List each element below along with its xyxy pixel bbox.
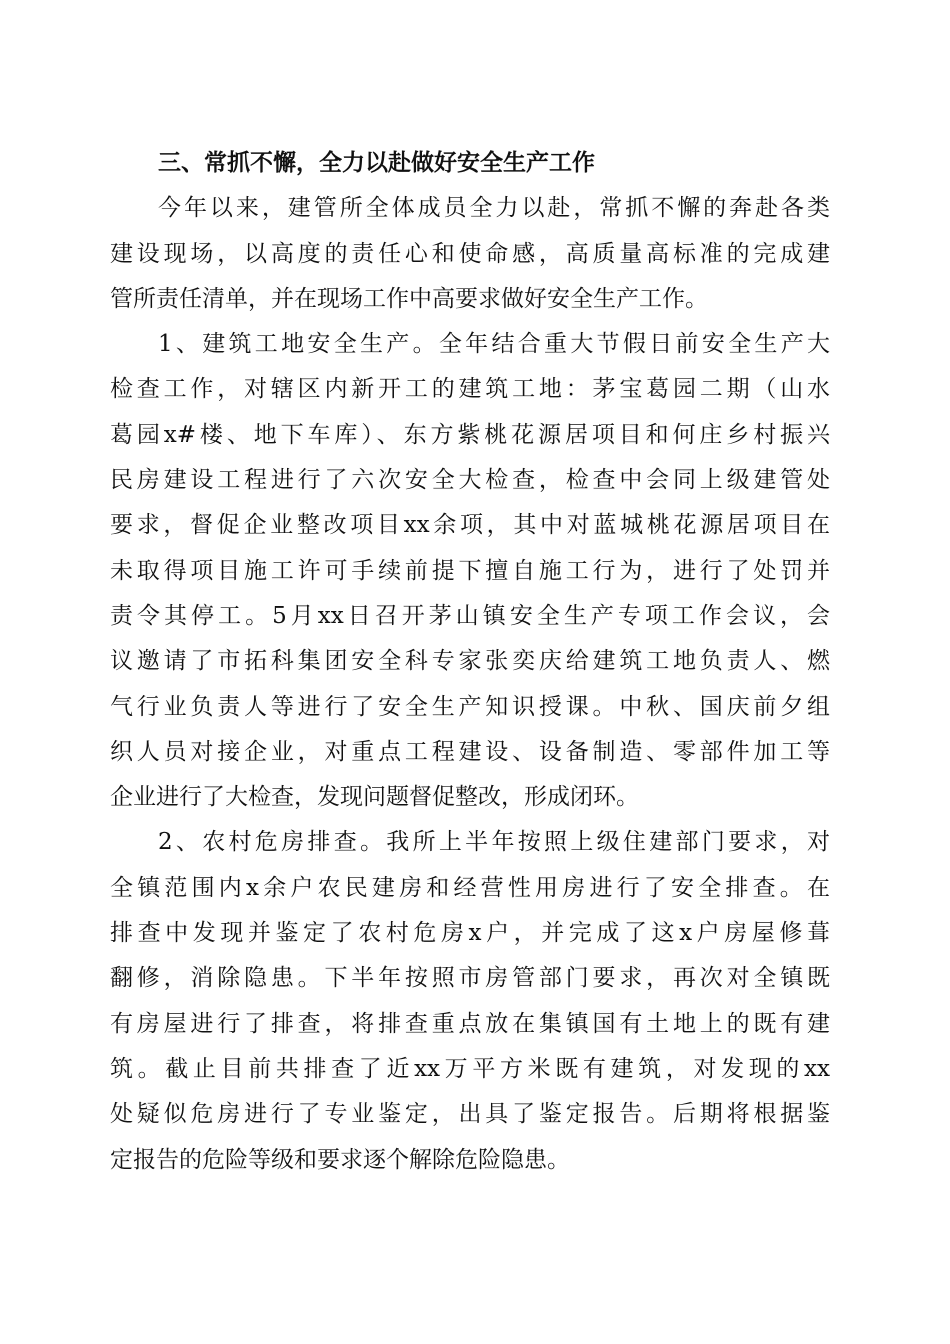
paragraph-line: 定报告的危险等级和要求逐个解除危险隐患。 <box>110 1146 570 1173</box>
paragraph-line: 翻修，消除隐患。下半年按照市房管部门要求，再次对全镇既 <box>110 965 830 992</box>
paragraph-1 <box>110 186 830 322</box>
paragraph-2 <box>110 322 830 820</box>
paragraph-3 <box>110 820 830 1182</box>
paragraph-line: 未取得项目施工许可手续前提下擅自施工行为，进行了处罚并 <box>110 557 830 584</box>
paragraph-line: 管所责任清单，并在现场工作中高要求做好安全生产工作。 <box>110 285 708 312</box>
paragraph-line: 民房建设工程进行了六次安全大检查，检查中会同上级建管处 <box>110 467 830 494</box>
paragraph-line: 今年以来，建管所全体成员全力以赴，常抓不懈的奔赴各类 <box>158 195 830 222</box>
paragraph-line: 2、农村危房排查。我所上半年按照上级住建部门要求，对 <box>158 829 830 856</box>
paragraph-line: 要求，督促企业整改项目xx余项，其中对蓝城桃花源居项目在 <box>110 512 830 539</box>
paragraph-line: 处疑似危房进行了专业鉴定，出具了鉴定报告。后期将根据鉴 <box>110 1101 830 1128</box>
paragraph-line: 排查中发现并鉴定了农村危房x户，并完成了这x户房屋修葺 <box>110 920 830 947</box>
paragraph-line: 筑。截止目前共排查了近xx万平方米既有建筑，对发现的xx <box>110 1055 830 1082</box>
paragraph-line: 织人员对接企业，对重点工程建设、设备制造、零部件加工等 <box>110 738 830 765</box>
paragraph-line: 议邀请了市拓科集团安全科专家张奕庆给建筑工地负责人、燃 <box>110 648 830 675</box>
paragraph-line: 责令其停工。5月xx日召开茅山镇安全生产专项工作会议，会 <box>110 602 830 629</box>
paragraph-line: 建设现场，以高度的责任心和使命感，高质量高标准的完成建 <box>110 240 830 267</box>
section-heading: 三、常抓不懈，全力以赴做好安全生产工作 <box>158 150 595 176</box>
document-body <box>110 141 830 1183</box>
paragraph-line: 葛园x#楼、地下车库）、东方紫桃花源居项目和何庄乡村振兴 <box>110 421 830 448</box>
paragraph-line: 检查工作，对辖区内新开工的建筑工地：茅宝葛园二期（山水 <box>110 376 830 403</box>
paragraph-line: 全镇范围内x余户农民建房和经营性用房进行了安全排查。在 <box>110 874 830 901</box>
paragraph-line: 企业进行了大检查，发现问题督促整改，形成闭环。 <box>110 784 639 811</box>
paragraph-line: 有房屋进行了排查，将排查重点放在集镇国有土地上的既有建 <box>110 1010 830 1037</box>
paragraph-line: 1、建筑工地安全生产。全年结合重大节假日前安全生产大 <box>158 331 830 358</box>
paragraph-line: 气行业负责人等进行了安全生产知识授课。中秋、国庆前夕组 <box>110 693 830 720</box>
